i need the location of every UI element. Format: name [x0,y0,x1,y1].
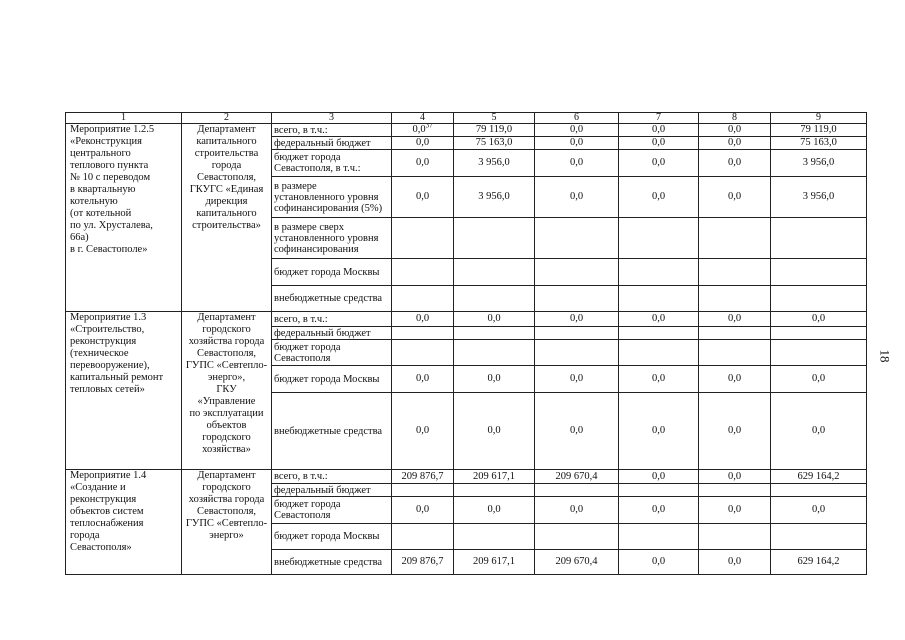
value-text: 0,0 [727,191,742,202]
executor-line: Департамент [197,312,256,323]
value-cell-9 [771,312,867,327]
page-number: 18 [877,349,893,363]
financing-table [65,112,867,575]
value-cell-8 [699,340,771,366]
funding-source: внебюджетные средства [272,550,392,575]
value-text: 0,0 [651,425,666,436]
header-cell: 3 [272,113,392,124]
executor-line: Севастополя, [196,348,257,359]
value-cell-5 [454,286,535,312]
executor-line: ГКУГС «Единая [189,184,264,195]
value-text: 209 617,1 [473,556,515,567]
measure-name-line: Мероприятие 1.3 [70,312,147,323]
value-cell-9 [771,150,867,177]
value-cell-5 [454,312,535,327]
value-text: 0,0 [415,137,430,148]
value-text: 0,0 [415,425,430,436]
value-cell-4 [392,484,454,497]
executor-line: городского [202,482,251,493]
value-cell-5 [454,393,535,470]
table-row [66,470,867,484]
value-cell-4 [392,312,454,327]
value-text: 0,0 [727,373,742,384]
value-cell-7 [619,524,699,550]
value-cell-9 [771,393,867,470]
value-cell-6 [535,177,619,218]
measure-name-line: теплоснабжения [70,518,144,529]
value-text: 0,0 [651,313,666,324]
value-text: 209 876,7 [401,556,444,567]
value-cell-9 [771,124,867,137]
value-text: 79 119,0 [800,124,837,135]
value-text: 3 956,0 [802,191,835,202]
funding-source: бюджет города Москвы [272,524,392,550]
value-cell-7 [619,327,699,340]
measure-name-line: теплового пункта [70,160,149,171]
header-cell: 2 [182,113,272,124]
measure-name-line: № 10 с переводом [70,172,151,183]
measure-name [66,124,182,312]
value-cell-5 [454,470,535,484]
funding-source: внебюджетные средства [272,286,392,312]
value-text: 0,0 [569,191,584,202]
executor-line: капитального [196,136,257,147]
table-row [66,312,867,327]
value-text: 0,0 [569,124,584,135]
executor-line: города [211,160,242,171]
value-cell-9 [771,259,867,286]
value-cell-6 [535,137,619,150]
header-cell: 1 [66,113,182,124]
executor-line: строительства» [192,220,261,231]
executor-line: Департамент [197,124,256,135]
value-cell-9 [771,340,867,366]
value-cell-5 [454,484,535,497]
executor-line: «Управление [197,396,256,407]
value-cell-8 [699,393,771,470]
value-text: 0,0 [727,137,742,148]
header-row [66,113,867,124]
value-text: 0,0 [569,137,584,148]
value-cell-4 [392,124,454,137]
value-cell-8 [699,327,771,340]
value-text: 0,0 [569,373,584,384]
value-cell-5 [454,550,535,575]
value-cell-8 [699,137,771,150]
value-cell-7 [619,150,699,177]
funding-source: всего, в т.ч.: [272,124,392,137]
measure-name-line: объектов систем [70,506,144,517]
measure-name-line: города [70,530,100,541]
executor [182,124,272,312]
value-text: 0,0 [727,313,742,324]
value-cell-7 [619,259,699,286]
value-cell-5 [454,497,535,524]
value-cell-4 [392,259,454,286]
value-cell-4 [392,137,454,150]
value-cell-8 [699,312,771,327]
executor-line: ГУПС «Севтепло- [185,360,268,371]
value-cell-5 [454,524,535,550]
value-cell-8 [699,124,771,137]
value-text: 0,0 [415,191,430,202]
header-cell: 8 [699,113,771,124]
value-cell-6 [535,497,619,524]
value-cell-7 [619,366,699,393]
value-cell-9 [771,286,867,312]
value-cell-6 [535,259,619,286]
value-cell-6 [535,340,619,366]
value-cell-9 [771,550,867,575]
value-text: 629 164,2 [797,556,840,567]
value-text: 0,0 [811,425,826,436]
value-text: 209 876,7 [401,470,444,482]
measure-name-line: центрального [70,148,131,159]
header-cell: 6 [535,113,619,124]
value-cell-5 [454,177,535,218]
value-text: 0,0 [651,191,666,202]
funding-source: в размере установленного уровня софинансирования (5%) [272,177,392,218]
executor-line: Севастополя, [196,506,257,517]
value-cell-8 [699,524,771,550]
executor-line: Департамент [197,470,256,481]
value-cell-8 [699,177,771,218]
value-cell-4 [392,470,454,484]
value-cell-9 [771,137,867,150]
executor-line: ГУПС «Севтепло- [185,518,268,529]
value-cell-6 [535,124,619,137]
value-text: 0,0 [651,157,666,168]
value-cell-8 [699,550,771,575]
value-text: 0,0 [412,124,426,135]
value-text: 0,0 [651,124,666,135]
value-text: 79 119,0 [475,124,513,135]
value-cell-7 [619,312,699,327]
value-cell-7 [619,470,699,484]
funding-source: бюджет города Севастополя, в т.ч.: [272,150,392,177]
executor-line: строительства [194,148,259,159]
executor-line: дирекция [205,196,248,207]
value-cell-5 [454,340,535,366]
value-cell-9 [771,327,867,340]
value-cell-4 [392,177,454,218]
value-text: 0,0 [569,313,584,324]
value-text: 209 670,4 [555,556,598,567]
funding-source: бюджет города Москвы [272,259,392,286]
value-text: 0,0 [569,425,584,436]
executor-line: Севастополя, [196,172,257,183]
measure-name-line: (техническое [70,348,129,359]
header-cell: 7 [619,113,699,124]
value-text: 209 670,4 [555,470,598,482]
value-text: 75 163,0 [475,137,513,148]
value-cell-7 [619,550,699,575]
measure-name-line: реконструкция [70,336,137,347]
value-text: 0,0 [727,425,742,436]
funding-source: федеральный бюджет [272,484,392,497]
value-cell-6 [535,366,619,393]
value-cell-6 [535,550,619,575]
measure-name-line: в г. Севастополе» [70,244,148,255]
value-cell-4 [392,218,454,259]
value-text: 629 164,2 [797,470,840,482]
value-cell-8 [699,259,771,286]
value-text: 3 956,0 [802,157,835,168]
value-cell-6 [535,393,619,470]
executor-line: объектов [206,420,247,431]
funding-source: федеральный бюджет [272,327,392,340]
value-text: 0,0 [415,313,430,324]
value-cell-5 [454,124,535,137]
value-text: 0,0 [811,504,826,515]
value-text: 0,0 [727,470,742,482]
value-text: 0,0 [487,313,501,324]
measure-name-line: по ул. Хрусталева, [70,220,153,231]
executor-line: хозяйства города [188,336,265,347]
value-cell-5 [454,137,535,150]
executor-line: энерго», [207,372,246,383]
value-text: 0,0 [811,373,826,384]
value-text: 0,0 [487,504,501,515]
value-cell-5 [454,327,535,340]
value-cell-4 [392,393,454,470]
measure-name-line: «Реконструкция [70,136,142,147]
header-cell: 5 [454,113,535,124]
value-cell-4 [392,524,454,550]
table-row [66,124,867,137]
value-cell-8 [699,366,771,393]
measure-name-line: 66а) [70,232,89,243]
value-text: 3 956,0 [478,191,510,202]
executor-line: городского [202,432,251,443]
measure-name-line: реконструкция [70,494,137,505]
measure-name-line: «Создание и [70,482,126,493]
value-text: 0,0 [487,373,501,384]
measure-name-line: в квартальную [70,184,136,195]
value-text: 0,0 [651,556,666,567]
value-cell-8 [699,497,771,524]
value-cell-6 [535,150,619,177]
value-cell-8 [699,286,771,312]
value-cell-4 [392,340,454,366]
value-text: 75 163,0 [800,137,837,148]
value-cell-7 [619,218,699,259]
executor-line: по эксплуатации [189,408,264,419]
value-cell-9 [771,366,867,393]
value-cell-9 [771,218,867,259]
value-text: 0,0 [487,425,501,436]
value-cell-7 [619,393,699,470]
measure-name-line: «Строительство, [70,324,145,335]
value-text: 0,0 [727,556,742,567]
executor-line: хозяйства» [202,444,251,455]
value-cell-4 [392,150,454,177]
executor [182,312,272,470]
value-cell-4 [392,366,454,393]
value-text: 0,0 [651,373,666,384]
value-text: 0,0 [415,373,430,384]
value-cell-9 [771,524,867,550]
funding-source: всего, в т.ч.: [272,312,392,327]
value-cell-5 [454,218,535,259]
value-text: 0,0 [651,137,666,148]
value-cell-7 [619,177,699,218]
measure-name-line: перевооружение), [70,360,150,371]
value-text: 209 617,1 [473,470,515,482]
value-cell-6 [535,286,619,312]
value-cell-5 [454,259,535,286]
value-text: 0,0 [727,157,742,168]
value-cell-9 [771,177,867,218]
header-cell: 4 [392,113,454,124]
value-cell-6 [535,312,619,327]
measure-name-line: Мероприятие 1.4 [70,470,147,481]
executor-line: энерго» [209,530,244,541]
funding-source: всего, в т.ч.: [272,470,392,484]
funding-source: федеральный бюджет [272,137,392,150]
value-text: 0,0 [811,313,826,324]
value-cell-9 [771,470,867,484]
value-cell-7 [619,137,699,150]
value-cell-8 [699,470,771,484]
footnote-mark: 37 [425,123,433,130]
value-cell-5 [454,366,535,393]
value-text: 0,0 [651,470,666,482]
value-cell-6 [535,484,619,497]
executor [182,470,272,575]
value-cell-5 [454,150,535,177]
measure-name [66,470,182,575]
value-cell-7 [619,124,699,137]
executor-line: ГКУ [216,384,237,395]
funding-source: в размере сверх установленного уровня софинансирования [272,218,392,259]
value-text: 3 956,0 [478,157,510,168]
value-cell-6 [535,327,619,340]
header-cell: 9 [771,113,867,124]
executor-line: капитального [196,208,257,219]
value-text: 0,0 [727,124,742,135]
value-cell-7 [619,286,699,312]
executor-line: хозяйства города [188,494,265,505]
funding-source: бюджет города Севастополя [272,340,392,366]
funding-source: бюджет города Севастополя [272,497,392,524]
value-cell-8 [699,218,771,259]
measure-name-line: котельную [70,196,118,207]
value-cell-4 [392,327,454,340]
value-cell-7 [619,340,699,366]
measure-name-line: Мероприятие 1.2.5 [70,124,155,135]
value-cell-8 [699,150,771,177]
value-cell-7 [619,484,699,497]
value-cell-7 [619,497,699,524]
executor-line: городского [202,324,251,335]
value-cell-9 [771,484,867,497]
value-text: 0,0 [569,157,584,168]
value-cell-4 [392,286,454,312]
value-cell-8 [699,484,771,497]
measure-name-line: капитальный ремонт [70,372,164,383]
value-cell-6 [535,524,619,550]
value-text: 0,0 [727,504,742,515]
value-cell-4 [392,550,454,575]
value-text: 0,0 [415,504,430,515]
measure-name-line: тепловых сетей» [70,384,145,395]
value-text: 0,0 [415,157,430,168]
value-text: 0,0 [651,504,666,515]
funding-source: бюджет города Москвы [272,366,392,393]
value-cell-6 [535,470,619,484]
measure-name-line: Севастополя» [70,542,132,553]
value-cell-9 [771,497,867,524]
funding-source: внебюджетные средства [272,393,392,470]
value-text: 0,0 [569,504,584,515]
value-cell-6 [535,218,619,259]
value-cell-4 [392,497,454,524]
measure-name [66,312,182,470]
measure-name-line: (от котельной [70,208,132,219]
